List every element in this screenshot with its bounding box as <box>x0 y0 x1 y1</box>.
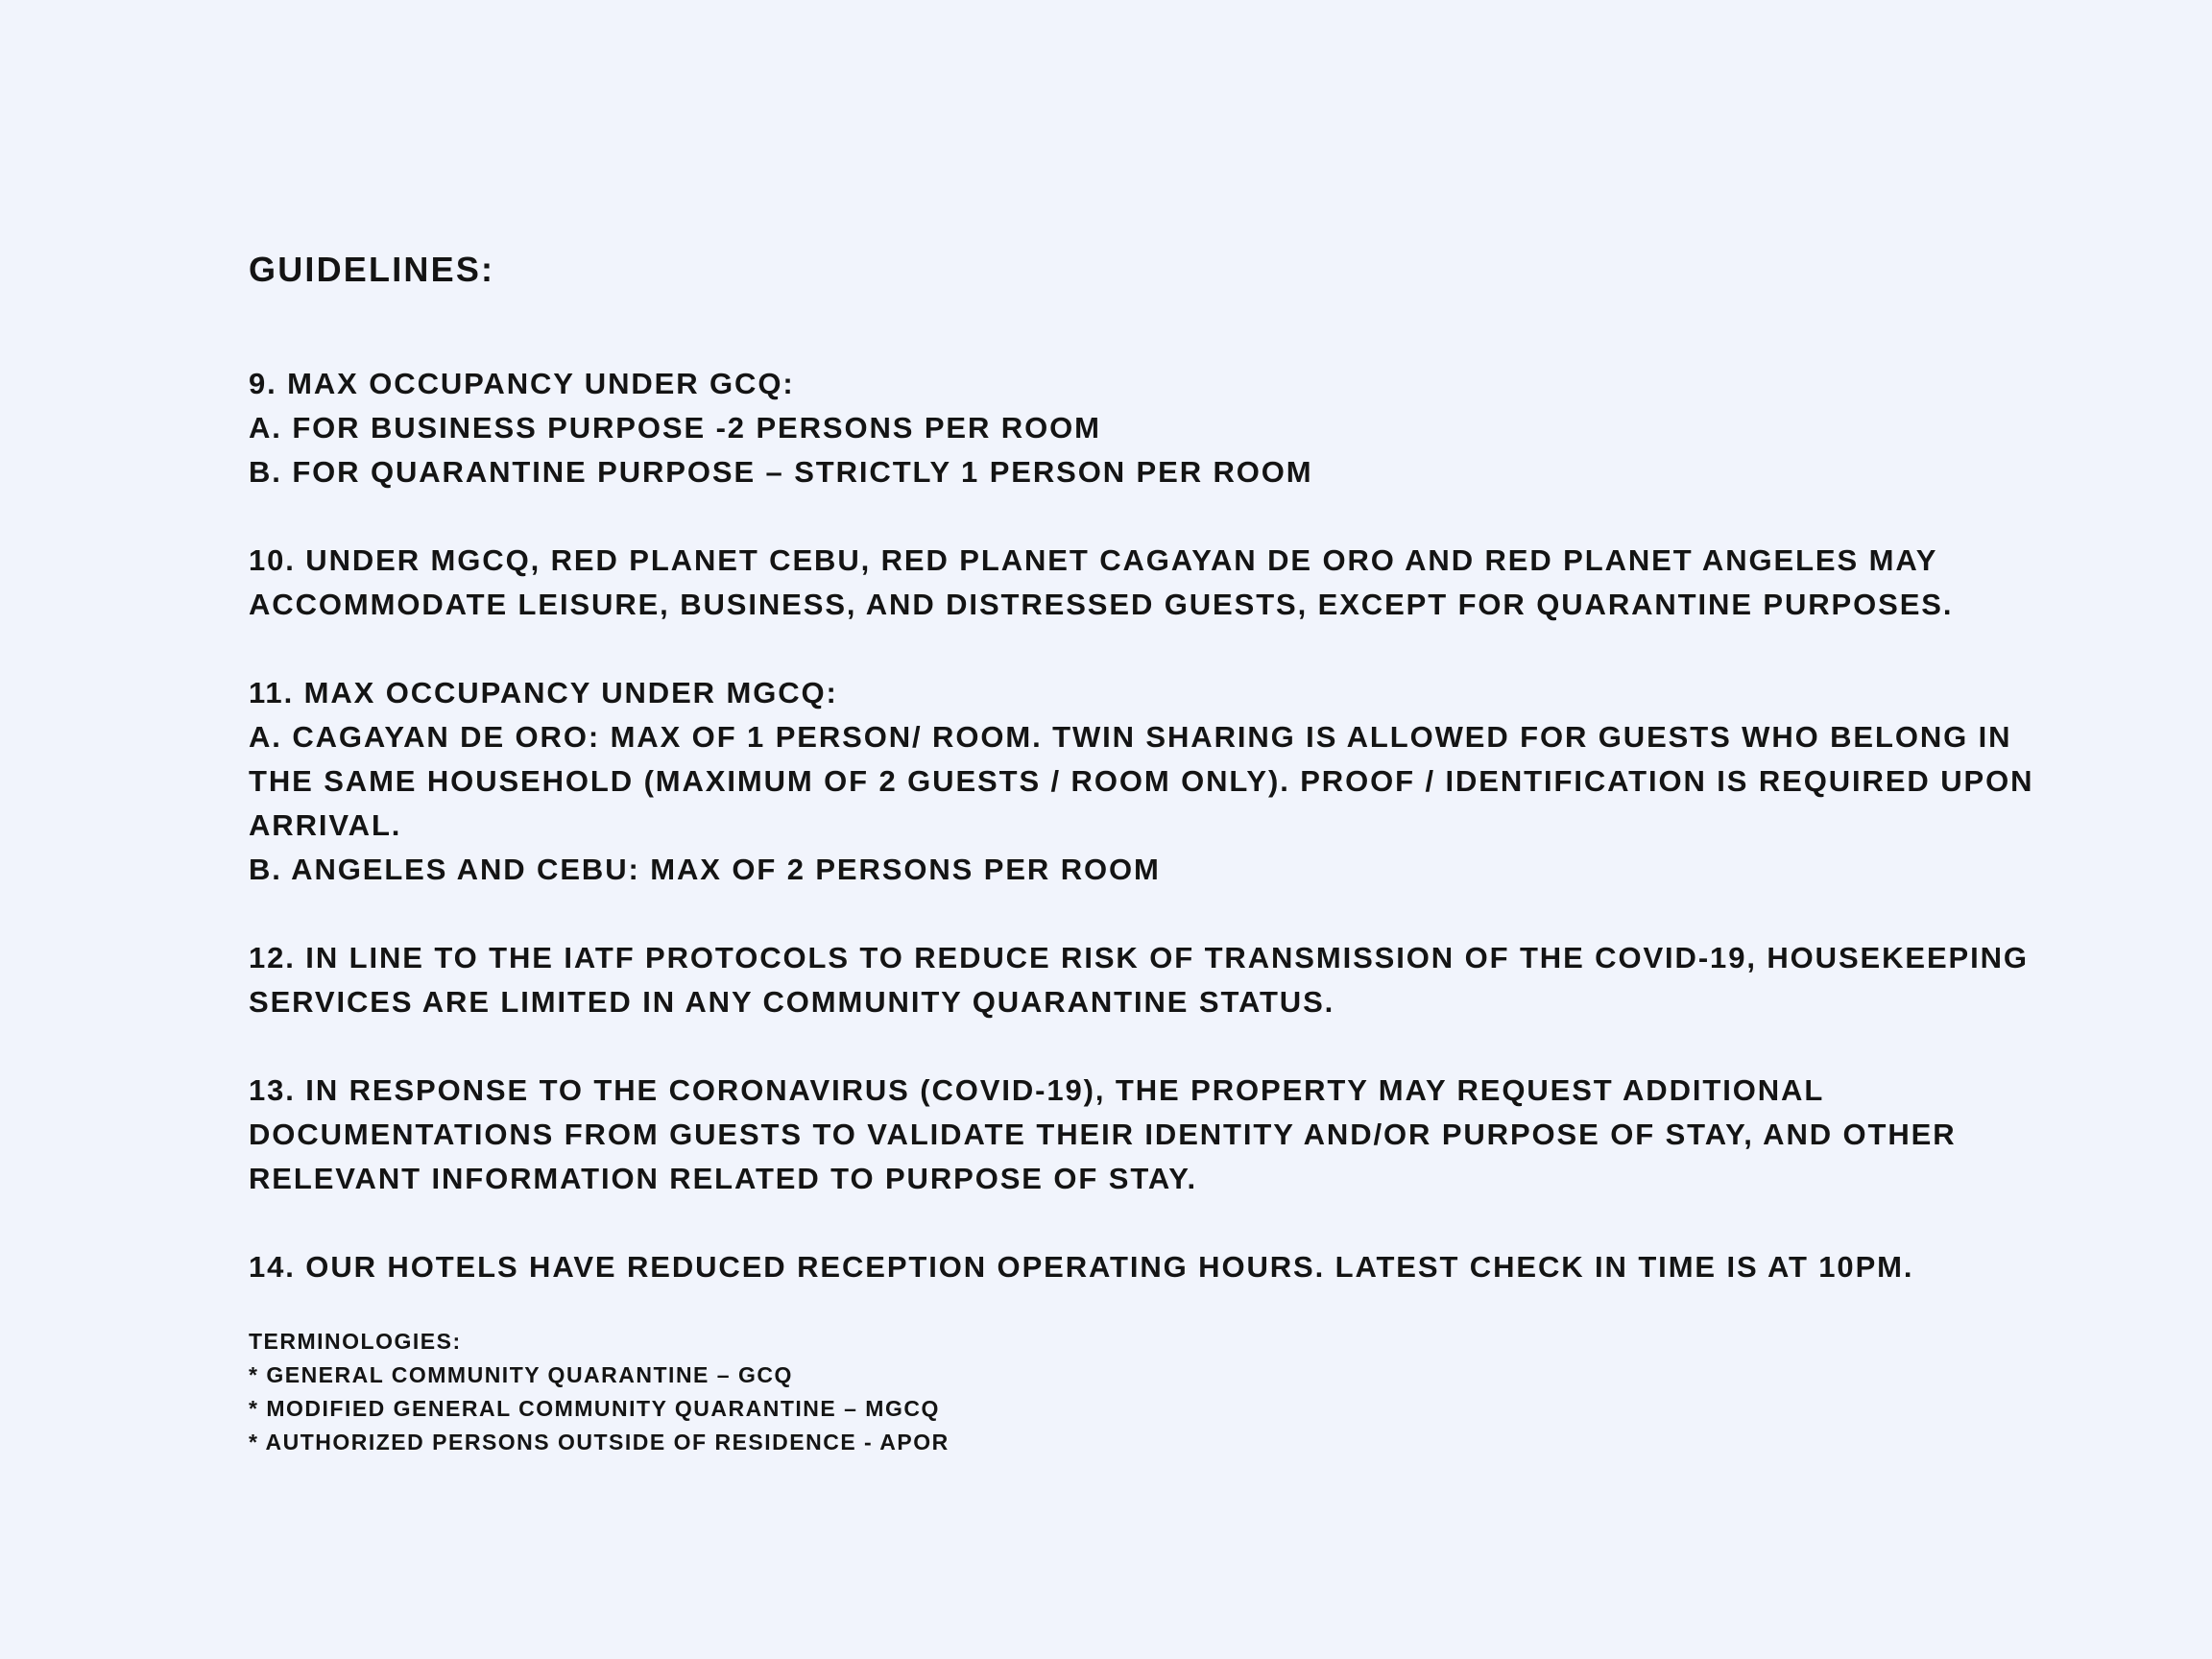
guideline-line: 12. IN LINE TO THE IATF PROTOCOLS TO REDUCE RISK OF TRANSMISSION OF THE COVID-19, HOUSEKEEPING <box>249 941 2029 974</box>
guideline-line: RELEVANT INFORMATION RELATED TO PURPOSE OF STAY. <box>249 1162 1197 1195</box>
guideline-line: DOCUMENTATIONS FROM GUESTS TO VALIDATE THEIR IDENTITY AND/OR PURPOSE OF STAY, AND OTHER <box>249 1118 1957 1151</box>
page-title: GUIDELINES: <box>249 250 495 289</box>
guideline-line: ACCOMMODATE LEISURE, BUSINESS, AND DISTRESSED GUESTS, EXCEPT FOR QUARANTINE PURPOSES. <box>249 588 1954 621</box>
guideline-line: SERVICES ARE LIMITED IN ANY COMMUNITY QUARANTINE STATUS. <box>249 985 1335 1019</box>
terminologies-section <box>249 1325 950 1459</box>
guideline-line: 10. UNDER MGCQ, RED PLANET CEBU, RED PLANET CAGAYAN DE ORO AND RED PLANET ANGELES MAY <box>249 543 1938 577</box>
guideline-line: THE SAME HOUSEHOLD (MAXIMUM OF 2 GUESTS / ROOM ONLY). PROOF / IDENTIFICATION IS REQUIRED UPON <box>249 764 2034 798</box>
terminology-entry: * AUTHORIZED PERSONS OUTSIDE OF RESIDENCE - APOR <box>249 1430 950 1455</box>
guideline-item-14 <box>249 1245 2054 1289</box>
guideline-item-13 <box>249 1069 2054 1201</box>
guideline-item-9 <box>249 362 2054 494</box>
guideline-line: ARRIVAL. <box>249 808 402 842</box>
guideline-line: B. FOR QUARANTINE PURPOSE – STRICTLY 1 PERSON PER ROOM <box>249 455 1313 489</box>
guidelines-list <box>249 362 2054 1334</box>
terminologies-heading: TERMINOLOGIES: <box>249 1329 462 1354</box>
guideline-item-10 <box>249 539 2054 627</box>
guideline-item-12 <box>249 936 2054 1024</box>
guideline-line: 13. IN RESPONSE TO THE CORONAVIRUS (COVID-19), THE PROPERTY MAY REQUEST ADDITIONAL <box>249 1073 1825 1107</box>
terminology-entry: * MODIFIED GENERAL COMMUNITY QUARANTINE – MGCQ <box>249 1396 940 1421</box>
guideline-line: 9. MAX OCCUPANCY UNDER GCQ: <box>249 367 795 400</box>
document-page <box>249 0 2054 1659</box>
guideline-line: A. CAGAYAN DE ORO: MAX OF 1 PERSON/ ROOM. TWIN SHARING IS ALLOWED FOR GUESTS WHO BELONG IN <box>249 720 2012 754</box>
guideline-item-11 <box>249 671 2054 892</box>
guideline-line: A. FOR BUSINESS PURPOSE -2 PERSONS PER ROOM <box>249 411 1101 445</box>
guideline-line: B. ANGELES AND CEBU: MAX OF 2 PERSONS PER ROOM <box>249 853 1161 886</box>
guideline-line: 11. MAX OCCUPANCY UNDER MGCQ: <box>249 676 838 709</box>
guideline-line: 14. OUR HOTELS HAVE REDUCED RECEPTION OPERATING HOURS. LATEST CHECK IN TIME IS AT 10PM. <box>249 1250 1914 1284</box>
terminology-entry: * GENERAL COMMUNITY QUARANTINE – GCQ <box>249 1362 793 1387</box>
